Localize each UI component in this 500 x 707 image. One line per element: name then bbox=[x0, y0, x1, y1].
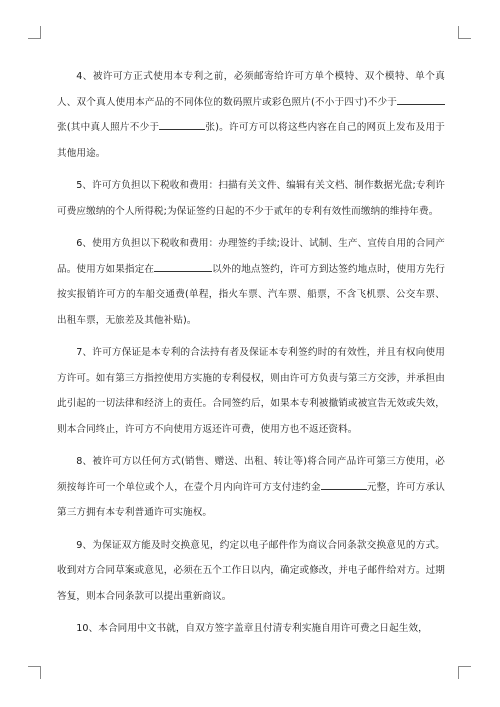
clause-7: 7、许可方保证是本专利的合法持有者及保证本专利签约时的有效性，并且有权向使用方许可。如有第三方指控使用方实施的专利侵权，则由许可方负责与第三方交涉，并承担由此引起的一切法律和经济上的责任。合同签约后，如果本专利被撤销或被宣告无效或失效，则本合同终止，许可方不向使用方返还许可费，使用方也不返还资料。 bbox=[57, 347, 445, 435]
clause-5: 5、许可方负担以下税收和费用：扫描有关文件、编辑有关文档、制作数据光盘;专利许可费应缴纳的个人所得税;为保证签约日起的不少于贰年的专利有效性而缴纳的维持年费。 bbox=[57, 180, 445, 217]
clause-6 bbox=[57, 231, 445, 333]
clause-4-text-a: 4、被许可方正式使用本专利之前，必须邮寄给许可方单个模特、双个模特、单个真人、双个真人使用本产品的不同体位的数码照片或彩色照片(不小于四寸)不少于 bbox=[57, 71, 445, 108]
clause-8-text-b: 元整，许可方承认第三方拥有本专利普通许可实施权。 bbox=[57, 481, 445, 518]
blank-field bbox=[397, 93, 405, 105]
crop-mark-bottom-right bbox=[458, 666, 471, 679]
clause-6-text-a: 6、使用方负担以下税收和费用：办理签约手续;设计、试制、生产、宣传自用的合同产品。使用方如果指定在 bbox=[57, 238, 445, 275]
clause-8 bbox=[57, 449, 445, 526]
crop-mark-top-right bbox=[458, 26, 471, 39]
crop-mark-top-left bbox=[28, 26, 41, 39]
clause-10: 10、本合同用中文书就，自双方签字盖章且付清专利实施自用许可费之日起生效， bbox=[76, 623, 428, 634]
document-body bbox=[57, 64, 445, 649]
clause-4-text-c: 张)。许可方可以将这些内容在自己的网页上发布及用于其他用途。 bbox=[57, 122, 446, 159]
blank-field bbox=[159, 118, 205, 130]
blank-field bbox=[405, 93, 445, 105]
clause-8-text-a: 8、被许可方以任何方式(销售、赠送、出租、转让等)将合同产品许可第三方使用，必须按每许可一个单位或个人，在壹个月内向许可方支付违约金 bbox=[57, 456, 445, 493]
clause-4-text-b: 张(其中真人照片不少于 bbox=[57, 122, 160, 133]
clause-4 bbox=[57, 64, 445, 166]
crop-mark-bottom-left bbox=[28, 666, 41, 679]
blank-field bbox=[154, 260, 212, 272]
blank-field bbox=[321, 478, 367, 490]
clause-9: 9、为保证双方能及时交换意见，约定以电子邮件作为商议合同条款交换意见的方式。收到对方合同草案或意见，必须在五个工作日以内，确定或修改，并电子邮件给对方。过期答复，则本合同条款可以提出重新商议。 bbox=[57, 539, 445, 602]
clause-6-text-b: 以外的地点签约，许可方到达签约地点时，使用方先行按实报销许可方的车船交通费(单程，指火车票、汽车票、船票，不含飞机票、公交车票、出租车票，无旅差及其他补贴)。 bbox=[57, 263, 445, 326]
